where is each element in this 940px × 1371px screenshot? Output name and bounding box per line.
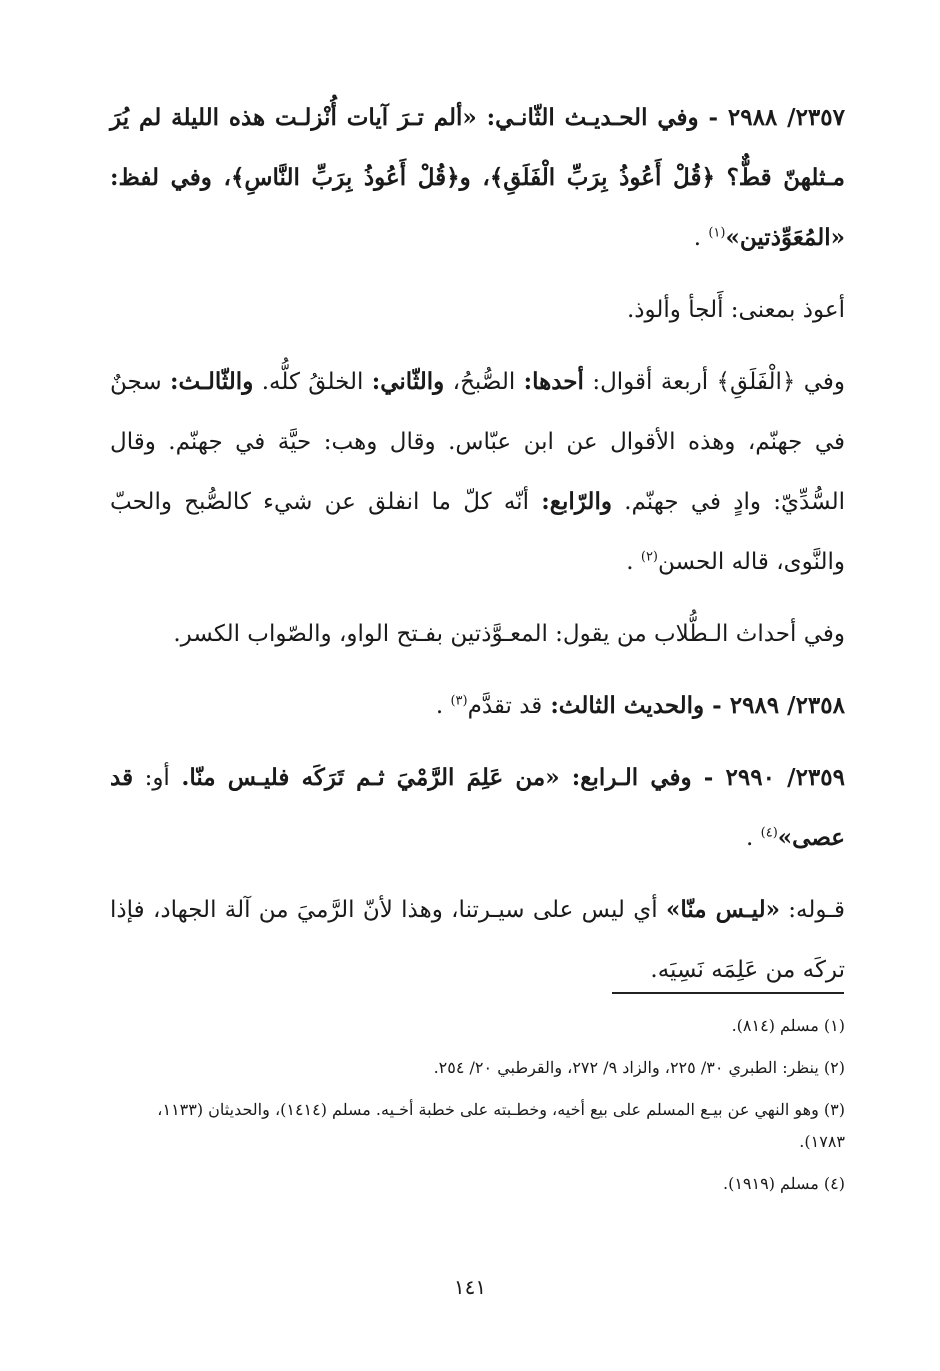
hadith-or: أو:: [133, 765, 182, 791]
hadith-quote-alt: قد عصى»: [110, 764, 845, 851]
footnote-3: (٣) وهو النهي عن بيـع المسلم على بيع أخيه، وخطـبته على خطبة أخـيه. مسلم (١٤١٤)، والحديثان (١١٣٣، ١٧٨٣).: [157, 1100, 845, 1151]
meaning-paragraph: أعوذ بمعنى: أَلجأ وألوذ.: [626, 297, 845, 323]
footnote-ref-2: (٢): [640, 549, 658, 565]
hadith-number: ٢٣٥٩/ ٢٩٩٠: [725, 764, 845, 791]
footnote-4: (٤) مسلم (١٩١٩).: [723, 1174, 845, 1193]
sentence-end: .: [693, 225, 709, 251]
sentence-end: .: [435, 693, 451, 719]
footnote-ref-1: (١): [708, 225, 726, 241]
hadith-2357: [110, 88, 845, 268]
footnote-ref-3: (٣): [450, 693, 468, 709]
sentence-end: .: [746, 825, 761, 851]
footnote-2: (٢) ينظر: الطبري ٣٠/ ٢٢٥، والزاد ٩/ ٢٧٢، والقرطبي ٢٠/ ٢٥٤.: [433, 1058, 845, 1077]
opinion-2-text: الخلقُ كلُّه.: [253, 369, 372, 395]
sentence-end: .: [626, 549, 641, 575]
commentary-text: أي ليس على سيـرتنا، وهذا لأنّ الرَّميَ من آلة الجهاد، فإذا تركَه من عَلِمَه نَسِيَه.: [110, 897, 845, 983]
hadith-text: قد تقدَّم: [467, 693, 543, 719]
hadith-2359: [110, 748, 845, 868]
commentary-quote: «ليـس منّا»: [665, 896, 780, 923]
hadith-quote: «ألم تـرَ آيات أُنْزلـت هذه الليلة لم يُرَ مـثلهنّ قطٌّ؟ ﴿قُلْ أَعُوذُ بِرَبِّ الْفَلَقِ﴾، و﴿قُلْ أَعُوذُ بِرَبِّ النَّاسِ﴾، وفي لفظ: «المُعَوِّذتين»: [110, 104, 845, 251]
main-text: [110, 88, 845, 1012]
hadith-2358: [110, 676, 845, 736]
commentary-lead: قـوله:: [779, 897, 845, 923]
hadith-lead: - وفي الـرابع:: [559, 764, 726, 791]
hadith-number: ٢٣٥٨/ ٢٩٨٩: [729, 692, 845, 719]
falaq-paragraph: [110, 352, 845, 592]
hadith-quote: «من عَلِمَ الرَّمْيَ ثـم تَرَكَه فليـس منّا.: [181, 764, 560, 791]
opinion-4-text: أنّه كلّ ما انفلق عن شيء كالصُّبح والحبّ والنَّوى، قاله الحسن: [110, 489, 845, 575]
page-number: ١٤١: [453, 1275, 487, 1299]
opinion-2-heading: والثّاني:: [371, 368, 445, 395]
opinion-3-heading: والثّالـث:: [170, 368, 254, 395]
footnote-1: (١) مسلم (٨١٤).: [731, 1016, 845, 1035]
vowel-note-paragraph: وفي أحداث الـطُّلاب من يقول: المعـوَّذتين بفـتح الواو، والصّواب الكسر.: [173, 621, 845, 647]
falaq-intro: وفي ﴿الْفَلَقِ﴾ أربعة أقوال:: [583, 369, 845, 395]
footnote-separator: [612, 992, 844, 994]
hadith-lead: - والحديث الثالث:: [542, 692, 730, 719]
hadith-lead: - وفي الحـديـث الثّانـي:: [476, 104, 728, 131]
opinion-4-heading: والرّابع:: [541, 488, 612, 515]
footnote-ref-4: (٤): [760, 825, 778, 841]
footnotes: [110, 1010, 845, 1210]
opinion-1-heading: أحدها:: [523, 368, 584, 395]
hadith-number: ٢٣٥٧/ ٢٩٨٨: [727, 104, 845, 131]
commentary-paragraph: [110, 880, 845, 1000]
opinion-1-text: الصُّبحُ،: [444, 369, 524, 395]
opinion-3-text: سجنٌ في جهنّم، وهذه الأقوال عن ابن عبّاس. وقال وهب: حيَّة في جهنّم. وقال السُّدِّيّ: وادٍ في جهنّم.: [110, 369, 845, 515]
